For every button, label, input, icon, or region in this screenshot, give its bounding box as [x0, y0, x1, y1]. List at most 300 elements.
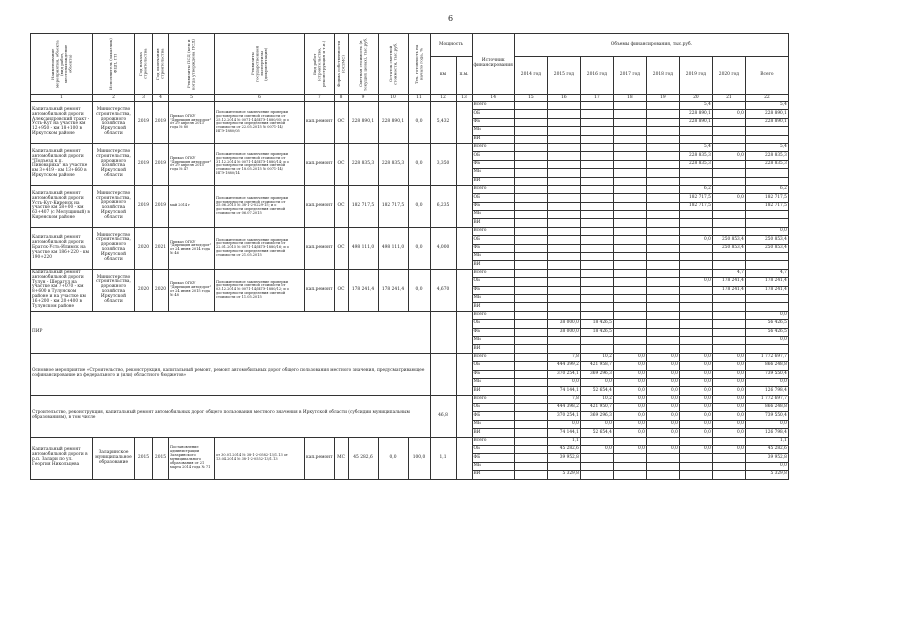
- value-cell-2: [580, 294, 613, 302]
- value-cell-1: [547, 227, 580, 235]
- object-name: Капитальный ремонт автомобильной дороги в р.п. Залари по ул. Георгия Никольцева: [31, 437, 93, 479]
- value-cell-5: 0,0: [679, 404, 712, 412]
- value-cell-5: 182 717,5: [679, 202, 712, 210]
- value-cell-2: [580, 336, 613, 344]
- value-cell-1: [547, 345, 580, 353]
- value-cell-1: 38 000,0: [547, 328, 580, 336]
- value-cell-2: [580, 110, 613, 118]
- object-year-end: 2019: [153, 102, 169, 144]
- value-cell-1: [547, 143, 580, 151]
- value-cell-6: [712, 202, 745, 210]
- source-label: ОБ: [472, 110, 514, 118]
- value-cell-3: 0,0: [613, 446, 646, 454]
- column-number: 8: [334, 95, 348, 102]
- value-cell-6: 178 241,4: [712, 286, 745, 294]
- object-2-row-Всего: [31, 143, 789, 151]
- value-cell-7: 178 241,4: [745, 278, 788, 286]
- value-cell-6: [712, 143, 745, 151]
- value-cell-4: [646, 143, 679, 151]
- value-cell-5: 0,0: [679, 387, 712, 395]
- value-cell-1: [547, 169, 580, 177]
- value-cell-0: [514, 185, 547, 193]
- value-cell-7: 0,0: [745, 336, 788, 344]
- object-expertise: Положительное заключение проверки достоверности сметной стоимости от 31.12.2014 № 0071-14/ИГЭ-1880/14; и о достоверности определения сметной стоимости от 18.05.2015 № 0071-14/ИГЭ-1880/14: [215, 143, 305, 185]
- header-year-0: 2014 год: [514, 57, 547, 95]
- header-capacity-pm: п.м.: [456, 57, 472, 95]
- object-name: Капитальный ремонт автомобильной дороги Александровский тракт - Усть-Кут на участке км 12+950 - км 18+100 в Иркутском районе: [31, 102, 93, 144]
- value-cell-3: 0,0: [613, 420, 646, 428]
- main-event-capacity-pm: [456, 353, 472, 395]
- value-cell-1: [547, 236, 580, 244]
- object-decision: Постановление администрации Заларинского муниципального образования от 21 марта 2014 года № 71: [169, 437, 215, 479]
- value-cell-6: 0,0: [712, 446, 745, 454]
- value-cell-7: 1 772 697,7: [745, 395, 788, 403]
- value-cell-6: 0,0: [712, 395, 745, 403]
- value-cell-5: 0,0: [679, 353, 712, 361]
- object-kind: кап.ремонт: [305, 227, 335, 269]
- source-label: Всего: [472, 437, 514, 445]
- column-number: 10: [378, 95, 408, 102]
- value-cell-0: [514, 244, 547, 252]
- source-label: ОБ: [472, 194, 514, 202]
- object-estimate-cost: 228 835,3: [348, 143, 378, 185]
- value-cell-6: 0,0: [712, 353, 745, 361]
- object-kind: кап.ремонт: [305, 437, 335, 479]
- value-cell-6: 250 853,4: [712, 244, 745, 252]
- value-cell-0: [514, 328, 547, 336]
- value-cell-2: [580, 253, 613, 261]
- header-ownership: Форма собственности (ОС/МС): [334, 34, 348, 95]
- value-cell-6: [712, 227, 745, 235]
- value-cell-4: [646, 127, 679, 135]
- value-cell-3: [613, 437, 646, 445]
- value-cell-7: 5,4: [745, 102, 788, 110]
- value-cell-0: [514, 253, 547, 261]
- source-label: ОБ: [472, 362, 514, 370]
- object-year-end: 2021: [153, 227, 169, 269]
- value-cell-0: [514, 437, 547, 445]
- value-cell-3: [613, 177, 646, 185]
- value-cell-6: 0,0: [712, 387, 745, 395]
- column-number: 13: [456, 95, 472, 102]
- header-remaining-cost: Остаток сметной стоимости, тыс.руб.: [378, 34, 408, 95]
- value-cell-2: [580, 177, 613, 185]
- source-label: МБ: [472, 211, 514, 219]
- value-cell-0: [514, 227, 547, 235]
- object-year-start: 2019: [135, 102, 153, 144]
- value-cell-5: 0,0: [679, 429, 712, 437]
- value-cell-5: [679, 135, 712, 143]
- value-cell-1: [547, 177, 580, 185]
- value-cell-3: [613, 160, 646, 168]
- value-cell-7: 228 835,3: [745, 160, 788, 168]
- value-cell-0: [514, 102, 547, 110]
- value-cell-2: [580, 135, 613, 143]
- value-cell-6: [712, 328, 745, 336]
- value-cell-0: [514, 286, 547, 294]
- value-cell-6: 0,0: [712, 412, 745, 420]
- value-cell-3: 0,0: [613, 429, 646, 437]
- value-cell-0: [514, 320, 547, 328]
- value-cell-5: [679, 437, 712, 445]
- object-capacity-km: 6,235: [430, 185, 456, 227]
- value-cell-2: [580, 286, 613, 294]
- value-cell-1: 7,8: [547, 395, 580, 403]
- value-cell-3: [613, 253, 646, 261]
- value-cell-4: [646, 278, 679, 286]
- column-numbers-row: [31, 95, 789, 102]
- value-cell-1: [547, 278, 580, 286]
- value-cell-6: [712, 311, 745, 319]
- value-cell-6: [712, 211, 745, 219]
- value-cell-6: [712, 294, 745, 302]
- value-cell-7: 228 890,1: [745, 110, 788, 118]
- value-cell-1: [547, 336, 580, 344]
- source-label: ВИ: [472, 303, 514, 311]
- value-cell-0: [514, 420, 547, 428]
- value-cell-3: [613, 278, 646, 286]
- value-cell-3: [613, 211, 646, 219]
- header-year-7: Всего: [745, 57, 788, 95]
- header-year-start: Год начала строительства: [135, 34, 153, 95]
- value-cell-1: [547, 202, 580, 210]
- value-cell-3: [613, 454, 646, 462]
- value-cell-7: 4,7: [745, 269, 788, 277]
- header-name: Наименование мероприятия, объекта (вид работ, местонахождение объекта): [31, 34, 93, 95]
- page-number: 6: [448, 14, 454, 23]
- value-cell-2: [580, 244, 613, 252]
- value-cell-4: 0,0: [646, 395, 679, 403]
- header-capacity: Мощность: [430, 34, 472, 57]
- value-cell-3: [613, 311, 646, 319]
- object-year-start: 2019: [135, 143, 153, 185]
- value-cell-1: [547, 462, 580, 470]
- value-cell-3: [613, 135, 646, 143]
- value-cell-0: [514, 110, 547, 118]
- source-label: Всего: [472, 353, 514, 361]
- value-cell-1: 370 254,1: [547, 370, 580, 378]
- value-cell-0: [514, 395, 547, 403]
- value-cell-3: [613, 118, 646, 126]
- value-cell-6: [712, 437, 745, 445]
- value-cell-7: 5 329,8: [745, 471, 788, 479]
- value-cell-0: [514, 135, 547, 143]
- value-cell-5: 0,0: [679, 446, 712, 454]
- value-cell-6: [712, 127, 745, 135]
- value-cell-3: [613, 152, 646, 160]
- value-cell-3: 0,0: [613, 378, 646, 386]
- value-cell-5: [679, 471, 712, 479]
- object-customer: Министерство строительства, дорожного хозяйства Иркутской области: [93, 185, 135, 227]
- value-cell-5: [679, 269, 712, 277]
- value-cell-5: [679, 320, 712, 328]
- value-cell-1: [547, 211, 580, 219]
- value-cell-4: [646, 462, 679, 470]
- value-cell-3: [613, 194, 646, 202]
- column-number: 19: [646, 95, 679, 102]
- source-label: ОБ: [472, 404, 514, 412]
- value-cell-7: 250 853,4: [745, 244, 788, 252]
- value-cell-2: [580, 102, 613, 110]
- value-cell-2: [580, 269, 613, 277]
- value-cell-0: [514, 471, 547, 479]
- value-cell-3: [613, 345, 646, 353]
- object-3-row-Всего: [31, 185, 789, 193]
- object-1-row-Всего: [31, 102, 789, 110]
- column-number: 5: [169, 95, 215, 102]
- value-cell-1: [547, 118, 580, 126]
- object-year-start: 2019: [135, 185, 153, 227]
- object-name: Капитальный ремонт автомобильной дороги "Подъезд к п. Пивовариха" на участке км 3+419 - км 13+660 в Иркутском районе: [31, 143, 93, 185]
- value-cell-5: 0,0: [679, 370, 712, 378]
- source-label: МБ: [472, 336, 514, 344]
- value-cell-5: 0,0: [679, 236, 712, 244]
- header-year-3: 2017 год: [613, 57, 646, 95]
- object-year-end: 2020: [153, 269, 169, 311]
- value-cell-7: [745, 219, 788, 227]
- value-cell-0: [514, 404, 547, 412]
- value-cell-3: 0,0: [613, 404, 646, 412]
- value-cell-7: 739 550,4: [745, 412, 788, 420]
- value-cell-7: 6,2: [745, 185, 788, 193]
- value-cell-0: [514, 429, 547, 437]
- value-cell-0: [514, 261, 547, 269]
- value-cell-4: 0,0: [646, 412, 679, 420]
- value-cell-4: [646, 320, 679, 328]
- value-cell-6: 0,0: [712, 404, 745, 412]
- value-cell-4: [646, 471, 679, 479]
- source-label: ВИ: [472, 135, 514, 143]
- source-label: ВИ: [472, 261, 514, 269]
- object-year-end: 2019: [153, 143, 169, 185]
- value-cell-3: [613, 269, 646, 277]
- value-cell-6: 0,0: [712, 152, 745, 160]
- value-cell-3: 0,0: [613, 387, 646, 395]
- source-label: МБ: [472, 294, 514, 302]
- value-cell-7: 5,4: [745, 143, 788, 151]
- value-cell-5: [679, 454, 712, 462]
- value-cell-4: [646, 227, 679, 235]
- object-expertise: от 30.01.2014 № 38-1-2-0582-13/1.13 от 13.04.2014 № 38-1-2-0552-13/1.13: [215, 437, 305, 479]
- value-cell-4: [646, 185, 679, 193]
- column-number: 2: [93, 95, 135, 102]
- value-cell-4: [646, 110, 679, 118]
- value-cell-7: 39 952,8: [745, 454, 788, 462]
- value-cell-0: [514, 236, 547, 244]
- object-year-start: 2015: [135, 437, 153, 479]
- value-cell-6: 178 241,4: [712, 278, 745, 286]
- value-cell-5: 0,0: [679, 420, 712, 428]
- value-cell-4: 0,0: [646, 429, 679, 437]
- value-cell-6: 0,0: [712, 429, 745, 437]
- value-cell-4: [646, 253, 679, 261]
- value-cell-2: [580, 303, 613, 311]
- value-cell-5: [679, 286, 712, 294]
- value-cell-6: [712, 118, 745, 126]
- value-cell-1: [547, 303, 580, 311]
- object-name: Капитальный ремонт автомобильной дороги Тулун - Шерагул на участке км 7+070 - км 8+600 в Тулунском районе и на участке км 16+200 - км 20+400 в Тулунском районе: [31, 269, 93, 311]
- sub-event-capacity-km: 46,8: [430, 395, 456, 437]
- value-cell-0: [514, 378, 547, 386]
- value-cell-7: [745, 261, 788, 269]
- value-cell-3: [613, 320, 646, 328]
- value-cell-0: [514, 387, 547, 395]
- value-cell-4: 0,0: [646, 370, 679, 378]
- value-cell-3: [613, 202, 646, 210]
- column-number: 9: [348, 95, 378, 102]
- value-cell-1: 74 144,1: [547, 429, 580, 437]
- value-cell-5: [679, 244, 712, 252]
- value-cell-7: 250 853,4: [745, 236, 788, 244]
- source-label: ВИ: [472, 429, 514, 437]
- value-cell-0: [514, 194, 547, 202]
- object-customer: Министерство строительства, дорожного хозяйства Иркутской области: [93, 102, 135, 144]
- value-cell-5: [679, 303, 712, 311]
- column-number: 7: [305, 95, 335, 102]
- object-estimate-cost: 228 890,1: [348, 102, 378, 144]
- value-cell-1: 1,1: [547, 437, 580, 445]
- value-cell-7: 0,0: [745, 462, 788, 470]
- sub-event-row-Всего: [31, 395, 789, 403]
- object-decision: Приказ ОГКУ "Дирекция автодорог" от 24 июня 2015 года № 48: [169, 269, 215, 311]
- value-cell-3: 0,0: [613, 362, 646, 370]
- value-cell-0: [514, 370, 547, 378]
- value-cell-0: [514, 353, 547, 361]
- object-ownership: ОС: [334, 143, 348, 185]
- value-cell-6: 0,0: [712, 370, 745, 378]
- object-readiness: 100,0: [408, 437, 430, 479]
- object-estimate-cost: 182 717,5: [348, 185, 378, 227]
- sub-event-capacity-pm: [456, 395, 472, 437]
- value-cell-0: [514, 269, 547, 277]
- value-cell-2: [580, 143, 613, 151]
- header-decision: Реквизиты ПСД (кем и когда утверждена ПСД): [169, 34, 215, 95]
- value-cell-6: [712, 102, 745, 110]
- value-cell-2: [580, 160, 613, 168]
- value-cell-5: [679, 462, 712, 470]
- value-cell-1: 0,0: [547, 378, 580, 386]
- object-year-start: 2020: [135, 269, 153, 311]
- value-cell-6: [712, 261, 745, 269]
- object-ownership: ОС: [334, 102, 348, 144]
- source-label: ФБ: [472, 160, 514, 168]
- column-number: 12: [430, 95, 456, 102]
- value-cell-2: [580, 278, 613, 286]
- source-label: ВИ: [472, 471, 514, 479]
- object-last-row-Всего: [31, 437, 789, 445]
- object-kind: кап.ремонт: [305, 102, 335, 144]
- value-cell-2: [580, 345, 613, 353]
- source-label: ОБ: [472, 236, 514, 244]
- source-label: ФБ: [472, 454, 514, 462]
- value-cell-0: [514, 294, 547, 302]
- value-cell-5: [679, 227, 712, 235]
- value-cell-7: 739 550,4: [745, 370, 788, 378]
- value-cell-6: 250 853,4: [712, 236, 745, 244]
- value-cell-7: 228 835,3: [745, 152, 788, 160]
- source-label: ФБ: [472, 370, 514, 378]
- value-cell-0: [514, 462, 547, 470]
- value-cell-7: [745, 211, 788, 219]
- value-cell-4: [646, 294, 679, 302]
- object-remaining-cost: 0,0: [378, 437, 408, 479]
- value-cell-4: [646, 152, 679, 160]
- object-year-start: 2020: [135, 227, 153, 269]
- value-cell-2: [580, 261, 613, 269]
- value-cell-1: 74 144,1: [547, 387, 580, 395]
- value-cell-4: [646, 236, 679, 244]
- value-cell-6: 0,0: [712, 194, 745, 202]
- value-cell-0: [514, 152, 547, 160]
- source-label: ФБ: [472, 244, 514, 252]
- column-number: 11: [408, 95, 430, 102]
- source-label: ВИ: [472, 177, 514, 185]
- value-cell-1: [547, 269, 580, 277]
- value-cell-5: [679, 219, 712, 227]
- object-kind: кап.ремонт: [305, 143, 335, 185]
- value-cell-6: [712, 135, 745, 143]
- value-cell-2: 369 296,3: [580, 370, 613, 378]
- value-cell-3: [613, 110, 646, 118]
- value-cell-2: 18 426,5: [580, 328, 613, 336]
- value-cell-0: [514, 278, 547, 286]
- value-cell-4: [646, 177, 679, 185]
- value-cell-2: [580, 462, 613, 470]
- source-label: ОБ: [472, 446, 514, 454]
- column-number: 18: [613, 95, 646, 102]
- value-cell-1: 39 952,8: [547, 454, 580, 462]
- header-year-4: 2018 год: [646, 57, 679, 95]
- value-cell-5: [679, 177, 712, 185]
- value-cell-7: [745, 177, 788, 185]
- value-cell-5: 0,0: [679, 278, 712, 286]
- value-cell-2: [580, 169, 613, 177]
- value-cell-1: [547, 127, 580, 135]
- value-cell-7: 182 717,5: [745, 194, 788, 202]
- object-ownership: ОС: [334, 269, 348, 311]
- value-cell-0: [514, 160, 547, 168]
- header-year-5: 2019 год: [679, 57, 712, 95]
- source-label: ОБ: [472, 278, 514, 286]
- object-capacity-km: 4,670: [430, 269, 456, 311]
- object-kind: кап.ремонт: [305, 185, 335, 227]
- value-cell-1: [547, 294, 580, 302]
- value-cell-7: 178 241,4: [745, 286, 788, 294]
- object-capacity-pm: [456, 227, 472, 269]
- header-year-1: 2015 год: [547, 57, 580, 95]
- object-capacity-pm: [456, 437, 472, 479]
- object-expertise: Положительное заключение проверки достоверности сметной стоимости от 03.12.2014 № 0071-14/ИГЭ-1880/12; и о достоверности определения сметной стоимости от 11.05.2015: [215, 269, 305, 311]
- value-cell-5: [679, 345, 712, 353]
- object-5-row-Всего: [31, 269, 789, 277]
- object-capacity-km: 3,350: [430, 143, 456, 185]
- value-cell-2: [580, 471, 613, 479]
- column-number: 4: [153, 95, 169, 102]
- value-cell-7: [745, 127, 788, 135]
- source-label: МБ: [472, 253, 514, 261]
- value-cell-3: [613, 227, 646, 235]
- pir-capacity-km: [430, 311, 456, 353]
- object-capacity-km: 4,000: [430, 227, 456, 269]
- value-cell-4: 0,0: [646, 378, 679, 386]
- value-cell-5: 228 835,3: [679, 152, 712, 160]
- value-cell-3: [613, 169, 646, 177]
- value-cell-5: [679, 328, 712, 336]
- value-cell-0: [514, 311, 547, 319]
- source-label: ВИ: [472, 387, 514, 395]
- value-cell-7: 126 798,4: [745, 387, 788, 395]
- value-cell-4: [646, 328, 679, 336]
